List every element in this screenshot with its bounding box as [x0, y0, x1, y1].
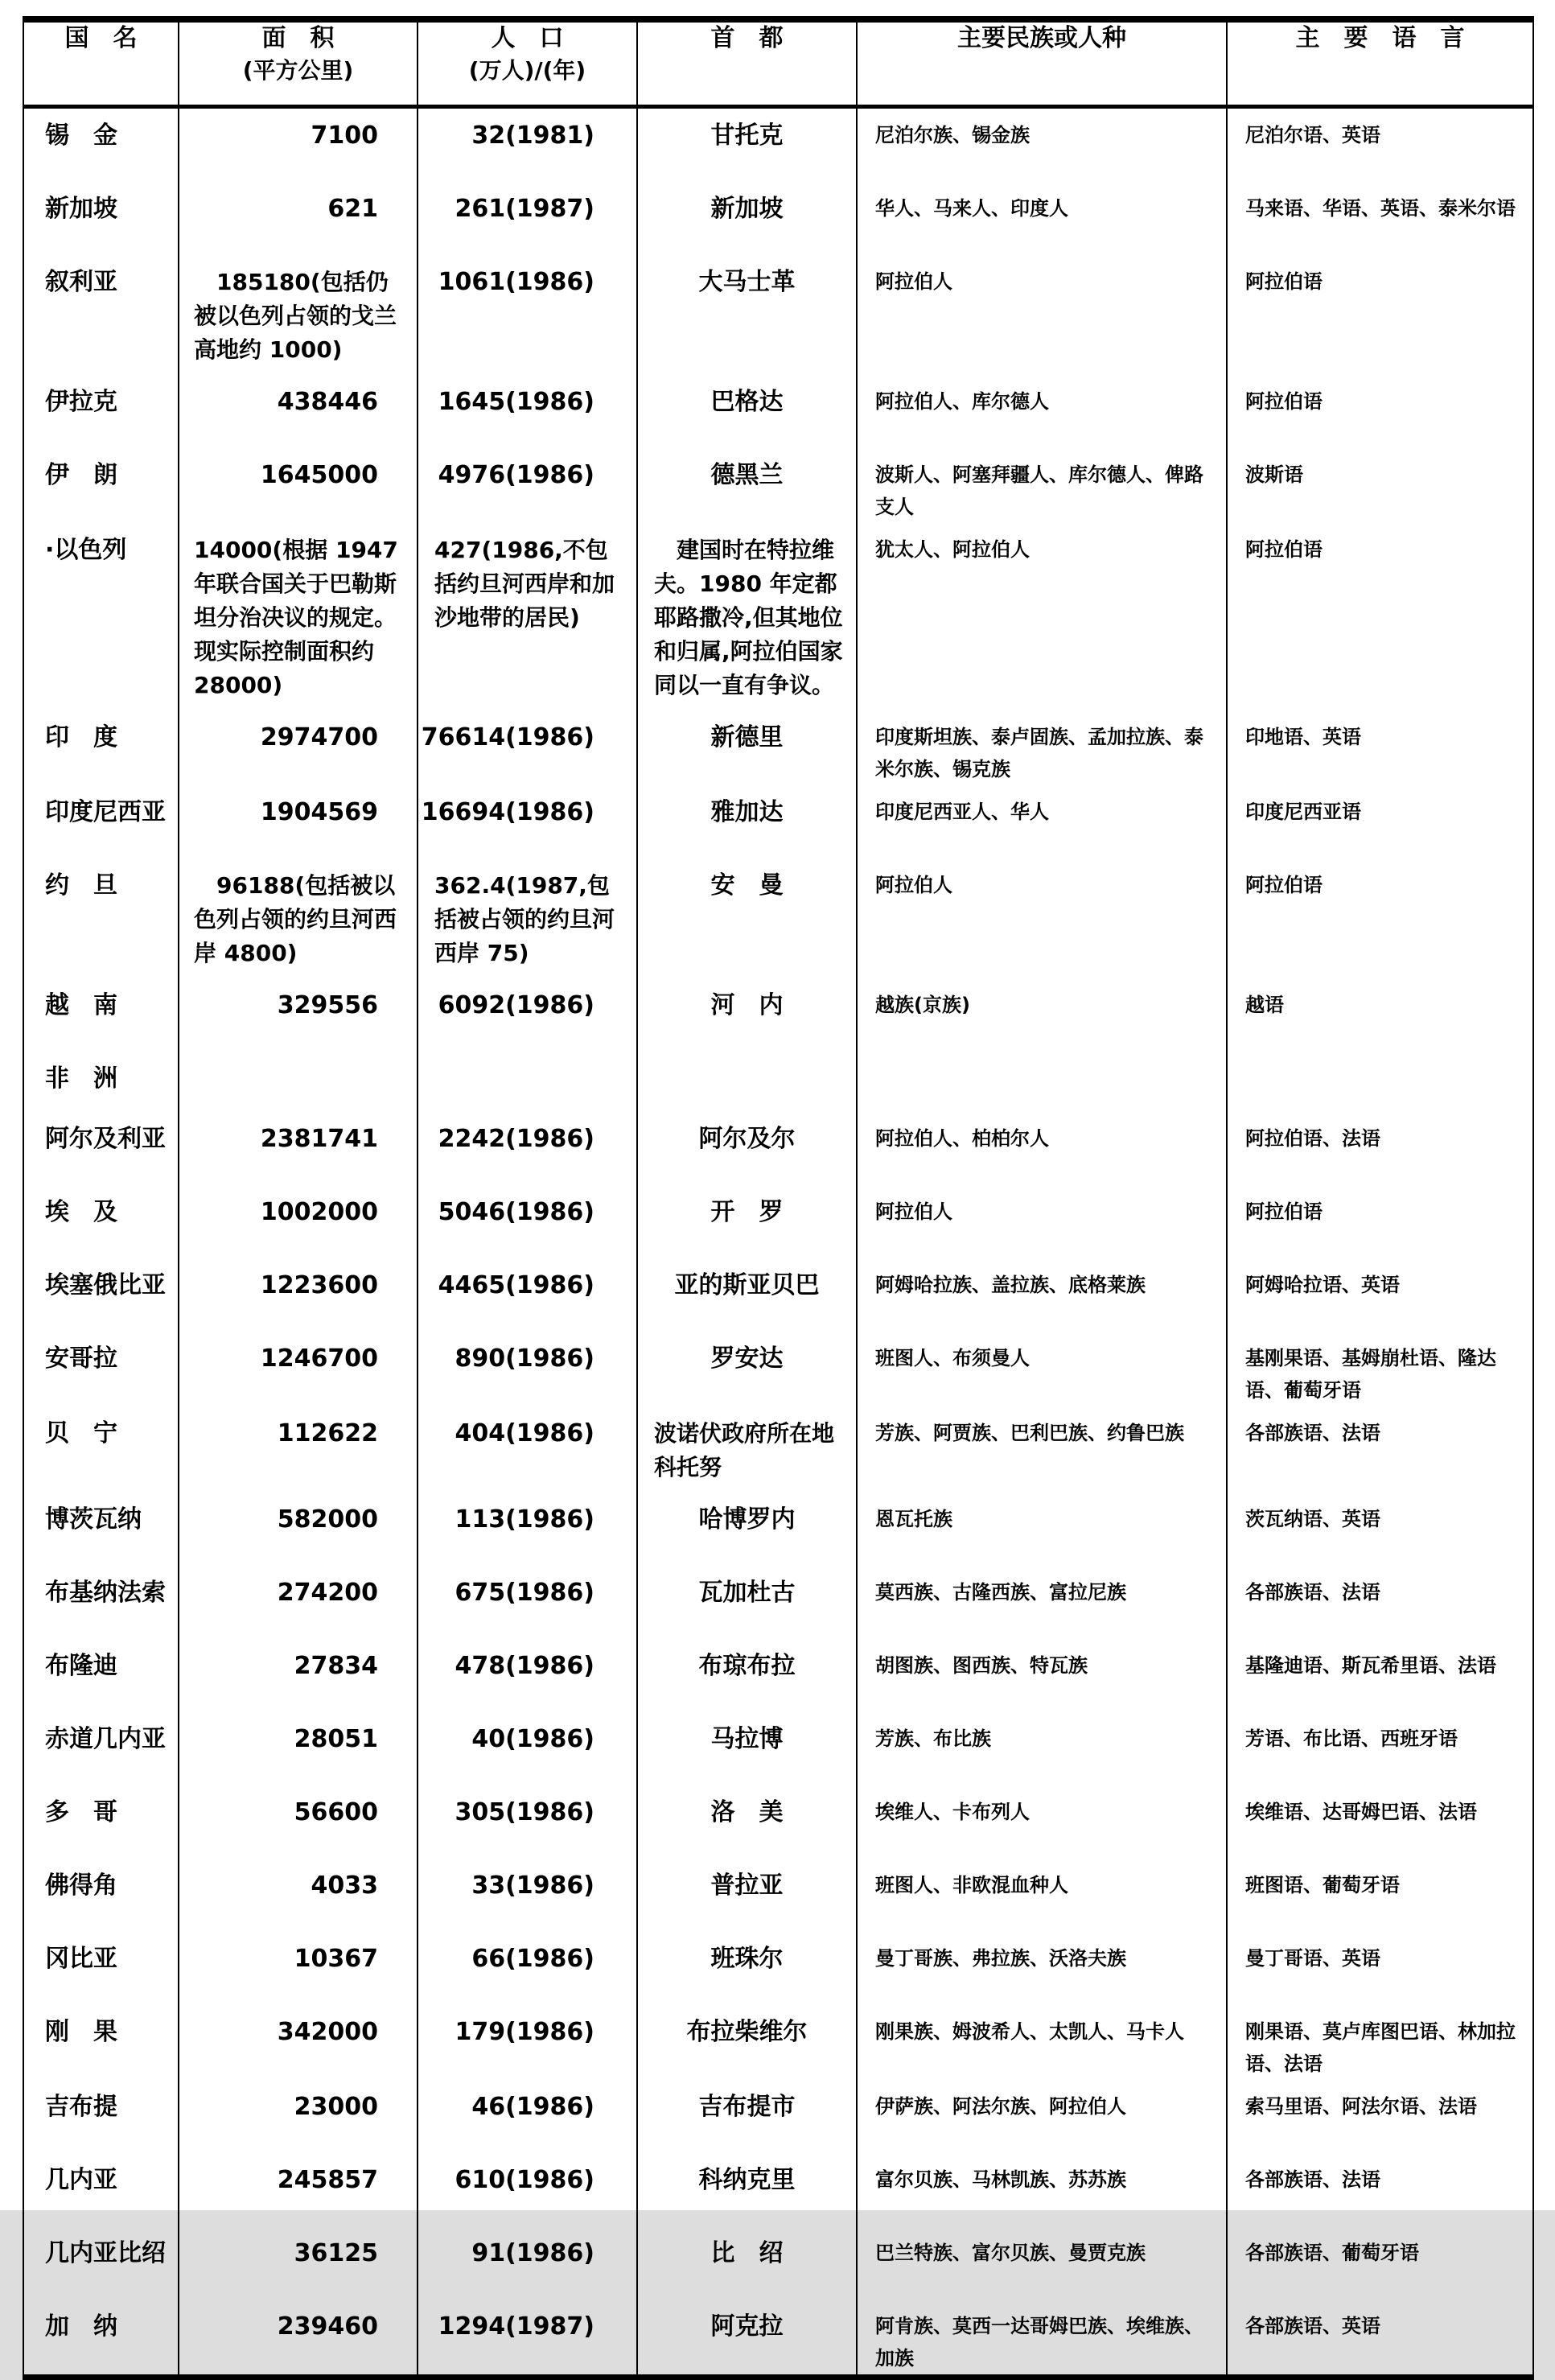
cell-language: 各部族语、英语 [1227, 2300, 1533, 2378]
cell-capital: 大马士革 [637, 255, 857, 375]
cell-name: 多 哥 [45, 1798, 117, 1826]
cell-population: 113(1986) [418, 1493, 637, 1566]
cell-language: 阿拉伯语、法语 [1227, 1112, 1533, 1185]
cell-area: 621 [179, 182, 418, 255]
cell-population: 91(1986) [418, 2226, 637, 2300]
table-row [23, 107, 1533, 183]
cell-language: 波斯语 [1227, 448, 1533, 523]
header-area-unit: (平方公里) [242, 57, 354, 84]
cell-ethnic: 胡图族、图西族、特瓦族 [857, 1639, 1227, 1712]
col-header-capital [637, 19, 857, 107]
cell-area: 1246700 [179, 1332, 418, 1406]
col-header-population [418, 19, 637, 107]
cell-language: 芳语、布比语、西班牙语 [1227, 1712, 1533, 1785]
cell-population: 46(1986) [418, 2080, 637, 2153]
cell-name: 埃塞俄比亚 [45, 1271, 166, 1299]
cell-population: 675(1986) [418, 1566, 637, 1639]
cell-name: 冈比亚 [45, 1945, 117, 1973]
cell-area: 28051 [179, 1712, 418, 1785]
cell-area: 329556 [179, 978, 418, 1052]
cell-ethnic: 越族(京族) [857, 978, 1227, 1052]
cell-capital: 阿克拉 [637, 2300, 857, 2378]
cell-area: 4033 [179, 1859, 418, 1932]
cell-language: 阿拉伯语 [1227, 523, 1533, 710]
cell-ethnic: 犹太人、阿拉伯人 [857, 523, 1227, 710]
table-row [23, 1406, 1533, 1493]
cell-name: 几内亚比绍 [45, 2239, 166, 2267]
cell-language: 埃维语、达哥姆巴语、法语 [1227, 1785, 1533, 1859]
section-row [23, 1052, 1533, 1112]
cell-ethnic: 波斯人、阿塞拜疆人、库尔德人、俾路支人 [857, 448, 1227, 523]
cell-language: 各部族语、法语 [1227, 1566, 1533, 1639]
cell-name: 约 旦 [45, 871, 117, 900]
cell-capital: 瓦加杜古 [637, 1566, 857, 1639]
cell-population: 1294(1987) [418, 2300, 637, 2378]
cell-ethnic: 阿拉伯人、库尔德人 [857, 375, 1227, 448]
cell-capital: 阿尔及尔 [637, 1112, 857, 1185]
cell-area: 185180(包括仍被以色列占领的戈兰高地约 1000) [179, 255, 418, 375]
table-row [23, 1566, 1533, 1639]
cell-language [1227, 1052, 1533, 1112]
cell-name: 印 度 [45, 723, 117, 751]
cell-name: 越 南 [45, 991, 117, 1019]
cell-ethnic: 恩瓦托族 [857, 1493, 1227, 1566]
cell-ethnic: 芳族、布比族 [857, 1712, 1227, 1785]
cell-area: 342000 [179, 2005, 418, 2080]
header-area-label: 面 积 [261, 24, 335, 52]
cell-area: 10367 [179, 1932, 418, 2005]
cell-capital: 罗安达 [637, 1332, 857, 1406]
cell-name: 非 洲 [45, 1064, 117, 1093]
cell-language: 尼泊尔语、英语 [1227, 107, 1533, 183]
cell-population: 5046(1986) [418, 1185, 637, 1258]
cell-population: 890(1986) [418, 1332, 637, 1406]
cell-capital: 安 曼 [637, 859, 857, 978]
cell-ethnic: 班图人、非欧混血种人 [857, 1859, 1227, 1932]
cell-language: 阿拉伯语 [1227, 1185, 1533, 1258]
cell-area: 1904569 [179, 785, 418, 859]
cell-area [179, 1052, 418, 1112]
cell-population: 179(1986) [418, 2005, 637, 2080]
cell-capital: 河 内 [637, 978, 857, 1052]
cell-population: 261(1987) [418, 182, 637, 255]
table-row [23, 1785, 1533, 1859]
cell-ethnic: 华人、马来人、印度人 [857, 182, 1227, 255]
table-row [23, 2300, 1533, 2378]
header-language-label: 主 要 语 言 [1295, 24, 1465, 52]
cell-ethnic: 尼泊尔族、锡金族 [857, 107, 1227, 183]
table-row [23, 2005, 1533, 2080]
cell-population: 404(1986) [418, 1406, 637, 1493]
table-row [23, 978, 1533, 1052]
cell-area: 582000 [179, 1493, 418, 1566]
cell-area: 1645000 [179, 448, 418, 523]
cell-language: 基刚果语、基姆崩杜语、隆达语、葡萄牙语 [1227, 1332, 1533, 1406]
cell-name: 新加坡 [45, 195, 117, 223]
header-row [23, 19, 1533, 107]
cell-capital [637, 1052, 857, 1112]
cell-name: 赤道几内亚 [45, 1725, 166, 1753]
cell-name: 印度尼西亚 [45, 798, 166, 826]
cell-language: 马来语、华语、英语、泰米尔语 [1227, 182, 1533, 255]
cell-ethnic: 阿拉伯人 [857, 255, 1227, 375]
cell-name: 布基纳法索 [45, 1579, 166, 1607]
cell-name: 伊拉克 [45, 388, 117, 416]
header-capital-label: 首 都 [710, 24, 784, 52]
cell-population: 1061(1986) [418, 255, 637, 375]
table-body [23, 107, 1533, 2378]
table-header [23, 19, 1533, 107]
cell-area: 1223600 [179, 1258, 418, 1332]
cell-language: 各部族语、法语 [1227, 2153, 1533, 2226]
cell-area: 14000(根据 1947 年联合国关于巴勒斯坦分治决议的规定。现实际控制面积约 28000) [179, 523, 418, 710]
cell-ethnic: 阿肯族、莫西一达哥姆巴族、埃维族、加族 [857, 2300, 1227, 2378]
cell-population: 32(1981) [418, 107, 637, 183]
table-row [23, 1859, 1533, 1932]
cell-ethnic: 伊萨族、阿法尔族、阿拉伯人 [857, 2080, 1227, 2153]
col-header-language [1227, 19, 1533, 107]
cell-area: 274200 [179, 1566, 418, 1639]
cell-language: 各部族语、葡萄牙语 [1227, 2226, 1533, 2300]
cell-capital: 马拉博 [637, 1712, 857, 1785]
cell-area: 36125 [179, 2226, 418, 2300]
cell-ethnic: 阿拉伯人、柏柏尔人 [857, 1112, 1227, 1185]
cell-name: 锡 金 [45, 121, 117, 150]
cell-population: 427(1986,不包括约旦河西岸和加沙地带的居民) [418, 523, 637, 710]
cell-population: 362.4(1987,包括被占领的约旦河西岸 75) [418, 859, 637, 978]
cell-area: 239460 [179, 2300, 418, 2378]
cell-ethnic: 班图人、布须曼人 [857, 1332, 1227, 1406]
cell-area: 56600 [179, 1785, 418, 1859]
cell-capital: 布拉柴维尔 [637, 2005, 857, 2080]
table-row [23, 182, 1533, 255]
cell-ethnic: 埃维人、卡布列人 [857, 1785, 1227, 1859]
cell-capital: 布琼布拉 [637, 1639, 857, 1712]
cell-capital: 德黑兰 [637, 448, 857, 523]
table-row [23, 375, 1533, 448]
cell-capital: 雅加达 [637, 785, 857, 859]
cell-area: 2381741 [179, 1112, 418, 1185]
cell-language: 阿姆哈拉语、英语 [1227, 1258, 1533, 1332]
cell-population: 16694(1986) [418, 785, 637, 859]
cell-area: 2974700 [179, 710, 418, 785]
cell-ethnic [857, 1052, 1227, 1112]
cell-population: 66(1986) [418, 1932, 637, 2005]
cell-capital: 甘托克 [637, 107, 857, 183]
cell-capital: 哈博罗内 [637, 1493, 857, 1566]
cell-name: 博茨瓦纳 [45, 1505, 142, 1534]
col-header-country [23, 19, 179, 107]
cell-language: 各部族语、法语 [1227, 1406, 1533, 1493]
cell-capital: 科纳克里 [637, 2153, 857, 2226]
header-country-label: 国 名 [64, 24, 138, 52]
cell-name: 加 纳 [45, 2312, 117, 2341]
cell-ethnic: 阿拉伯人 [857, 1185, 1227, 1258]
cell-population: 6092(1986) [418, 978, 637, 1052]
cell-population: 478(1986) [418, 1639, 637, 1712]
table-row [23, 2153, 1533, 2226]
table-row [23, 2080, 1533, 2153]
cell-language: 阿拉伯语 [1227, 375, 1533, 448]
cell-capital: 洛 美 [637, 1785, 857, 1859]
cell-population: 4465(1986) [418, 1258, 637, 1332]
cell-language: 刚果语、莫卢库图巴语、林加拉语、法语 [1227, 2005, 1533, 2080]
cell-ethnic: 印度斯坦族、泰卢固族、孟加拉族、泰米尔族、锡克族 [857, 710, 1227, 785]
cell-area: 96188(包括被以色列占领的约旦河西岸 4800) [179, 859, 418, 978]
cell-ethnic: 阿姆哈拉族、盖拉族、底格莱族 [857, 1258, 1227, 1332]
cell-area: 1002000 [179, 1185, 418, 1258]
cell-capital: 波诺伏政府所在地科托努 [637, 1406, 857, 1493]
cell-name: 伊 朗 [45, 461, 117, 489]
cell-name: 安哥拉 [45, 1344, 117, 1373]
cell-language: 印度尼西亚语 [1227, 785, 1533, 859]
cell-area: 245857 [179, 2153, 418, 2226]
cell-name: 吉布提 [45, 2093, 117, 2121]
table-row [23, 785, 1533, 859]
cell-capital: 班珠尔 [637, 1932, 857, 2005]
cell-language: 阿拉伯语 [1227, 255, 1533, 375]
cell-language: 班图语、葡萄牙语 [1227, 1859, 1533, 1932]
cell-population: 4976(1986) [418, 448, 637, 523]
table-row [23, 523, 1533, 710]
cell-area: 23000 [179, 2080, 418, 2153]
cell-name: 布隆迪 [45, 1652, 117, 1680]
header-ethnic-label: 主要民族或人种 [957, 24, 1126, 52]
cell-ethnic: 富尔贝族、马林凯族、苏苏族 [857, 2153, 1227, 2226]
table-row [23, 859, 1533, 978]
cell-capital: 新加坡 [637, 182, 857, 255]
cell-ethnic: 刚果族、姆波希人、太凯人、马卡人 [857, 2005, 1227, 2080]
cell-name: 叙利亚 [45, 268, 117, 296]
cell-name: 佛得角 [45, 1871, 117, 1900]
cell-capital: 比 绍 [637, 2226, 857, 2300]
cell-area: 112622 [179, 1406, 418, 1493]
cell-population [418, 1052, 637, 1112]
cell-capital: 建国时在特拉维夫。1980 年定都耶路撒冷,但其地位和归属,阿拉伯国家同以一直有争议。 [637, 523, 857, 710]
cell-language: 索马里语、阿法尔语、法语 [1227, 2080, 1533, 2153]
cell-language: 印地语、英语 [1227, 710, 1533, 785]
cell-language: 基隆迪语、斯瓦希里语、法语 [1227, 1639, 1533, 1712]
table-row [23, 1332, 1533, 1406]
cell-name: ·以色列 [45, 536, 127, 564]
cell-name: 贝 宁 [45, 1419, 117, 1447]
table-row [23, 1712, 1533, 1785]
table-row [23, 1639, 1533, 1712]
table-row [23, 1493, 1533, 1566]
cell-name: 几内亚 [45, 2166, 117, 2194]
cell-capital: 巴格达 [637, 375, 857, 448]
cell-name: 阿尔及利亚 [45, 1125, 166, 1153]
table-row [23, 710, 1533, 785]
country-statistics-table [23, 16, 1534, 2380]
table-row [23, 2226, 1533, 2300]
cell-population: 2242(1986) [418, 1112, 637, 1185]
header-population-label: 人 口 [491, 24, 564, 52]
cell-area: 7100 [179, 107, 418, 183]
cell-language: 越语 [1227, 978, 1533, 1052]
table-row [23, 1258, 1533, 1332]
col-header-area [179, 19, 418, 107]
cell-ethnic: 莫西族、古隆西族、富拉尼族 [857, 1566, 1227, 1639]
cell-population: 40(1986) [418, 1712, 637, 1785]
cell-name: 埃 及 [45, 1198, 117, 1226]
cell-population: 33(1986) [418, 1859, 637, 1932]
table-row [23, 255, 1533, 375]
cell-ethnic: 阿拉伯人 [857, 859, 1227, 978]
cell-capital: 普拉亚 [637, 1859, 857, 1932]
cell-language: 茨瓦纳语、英语 [1227, 1493, 1533, 1566]
cell-ethnic: 巴兰特族、富尔贝族、曼贾克族 [857, 2226, 1227, 2300]
cell-ethnic: 曼丁哥族、弗拉族、沃洛夫族 [857, 1932, 1227, 2005]
cell-capital: 新德里 [637, 710, 857, 785]
cell-ethnic: 芳族、阿贾族、巴利巴族、约鲁巴族 [857, 1406, 1227, 1493]
table-row [23, 448, 1533, 523]
cell-capital: 吉布提市 [637, 2080, 857, 2153]
col-header-ethnic [857, 19, 1227, 107]
header-population-unit: (万人)/(年) [468, 57, 586, 84]
cell-ethnic: 印度尼西亚人、华人 [857, 785, 1227, 859]
table-row [23, 1185, 1533, 1258]
cell-population: 305(1986) [418, 1785, 637, 1859]
table-row [23, 1112, 1533, 1185]
cell-population: 76614(1986) [418, 710, 637, 785]
table-row [23, 1932, 1533, 2005]
cell-area: 27834 [179, 1639, 418, 1712]
cell-population: 610(1986) [418, 2153, 637, 2226]
cell-population: 1645(1986) [418, 375, 637, 448]
cell-capital: 亚的斯亚贝巴 [637, 1258, 857, 1332]
cell-language: 阿拉伯语 [1227, 859, 1533, 978]
cell-language: 曼丁哥语、英语 [1227, 1932, 1533, 2005]
cell-capital: 开 罗 [637, 1185, 857, 1258]
cell-name: 刚 果 [45, 2018, 117, 2046]
cell-area: 438446 [179, 375, 418, 448]
